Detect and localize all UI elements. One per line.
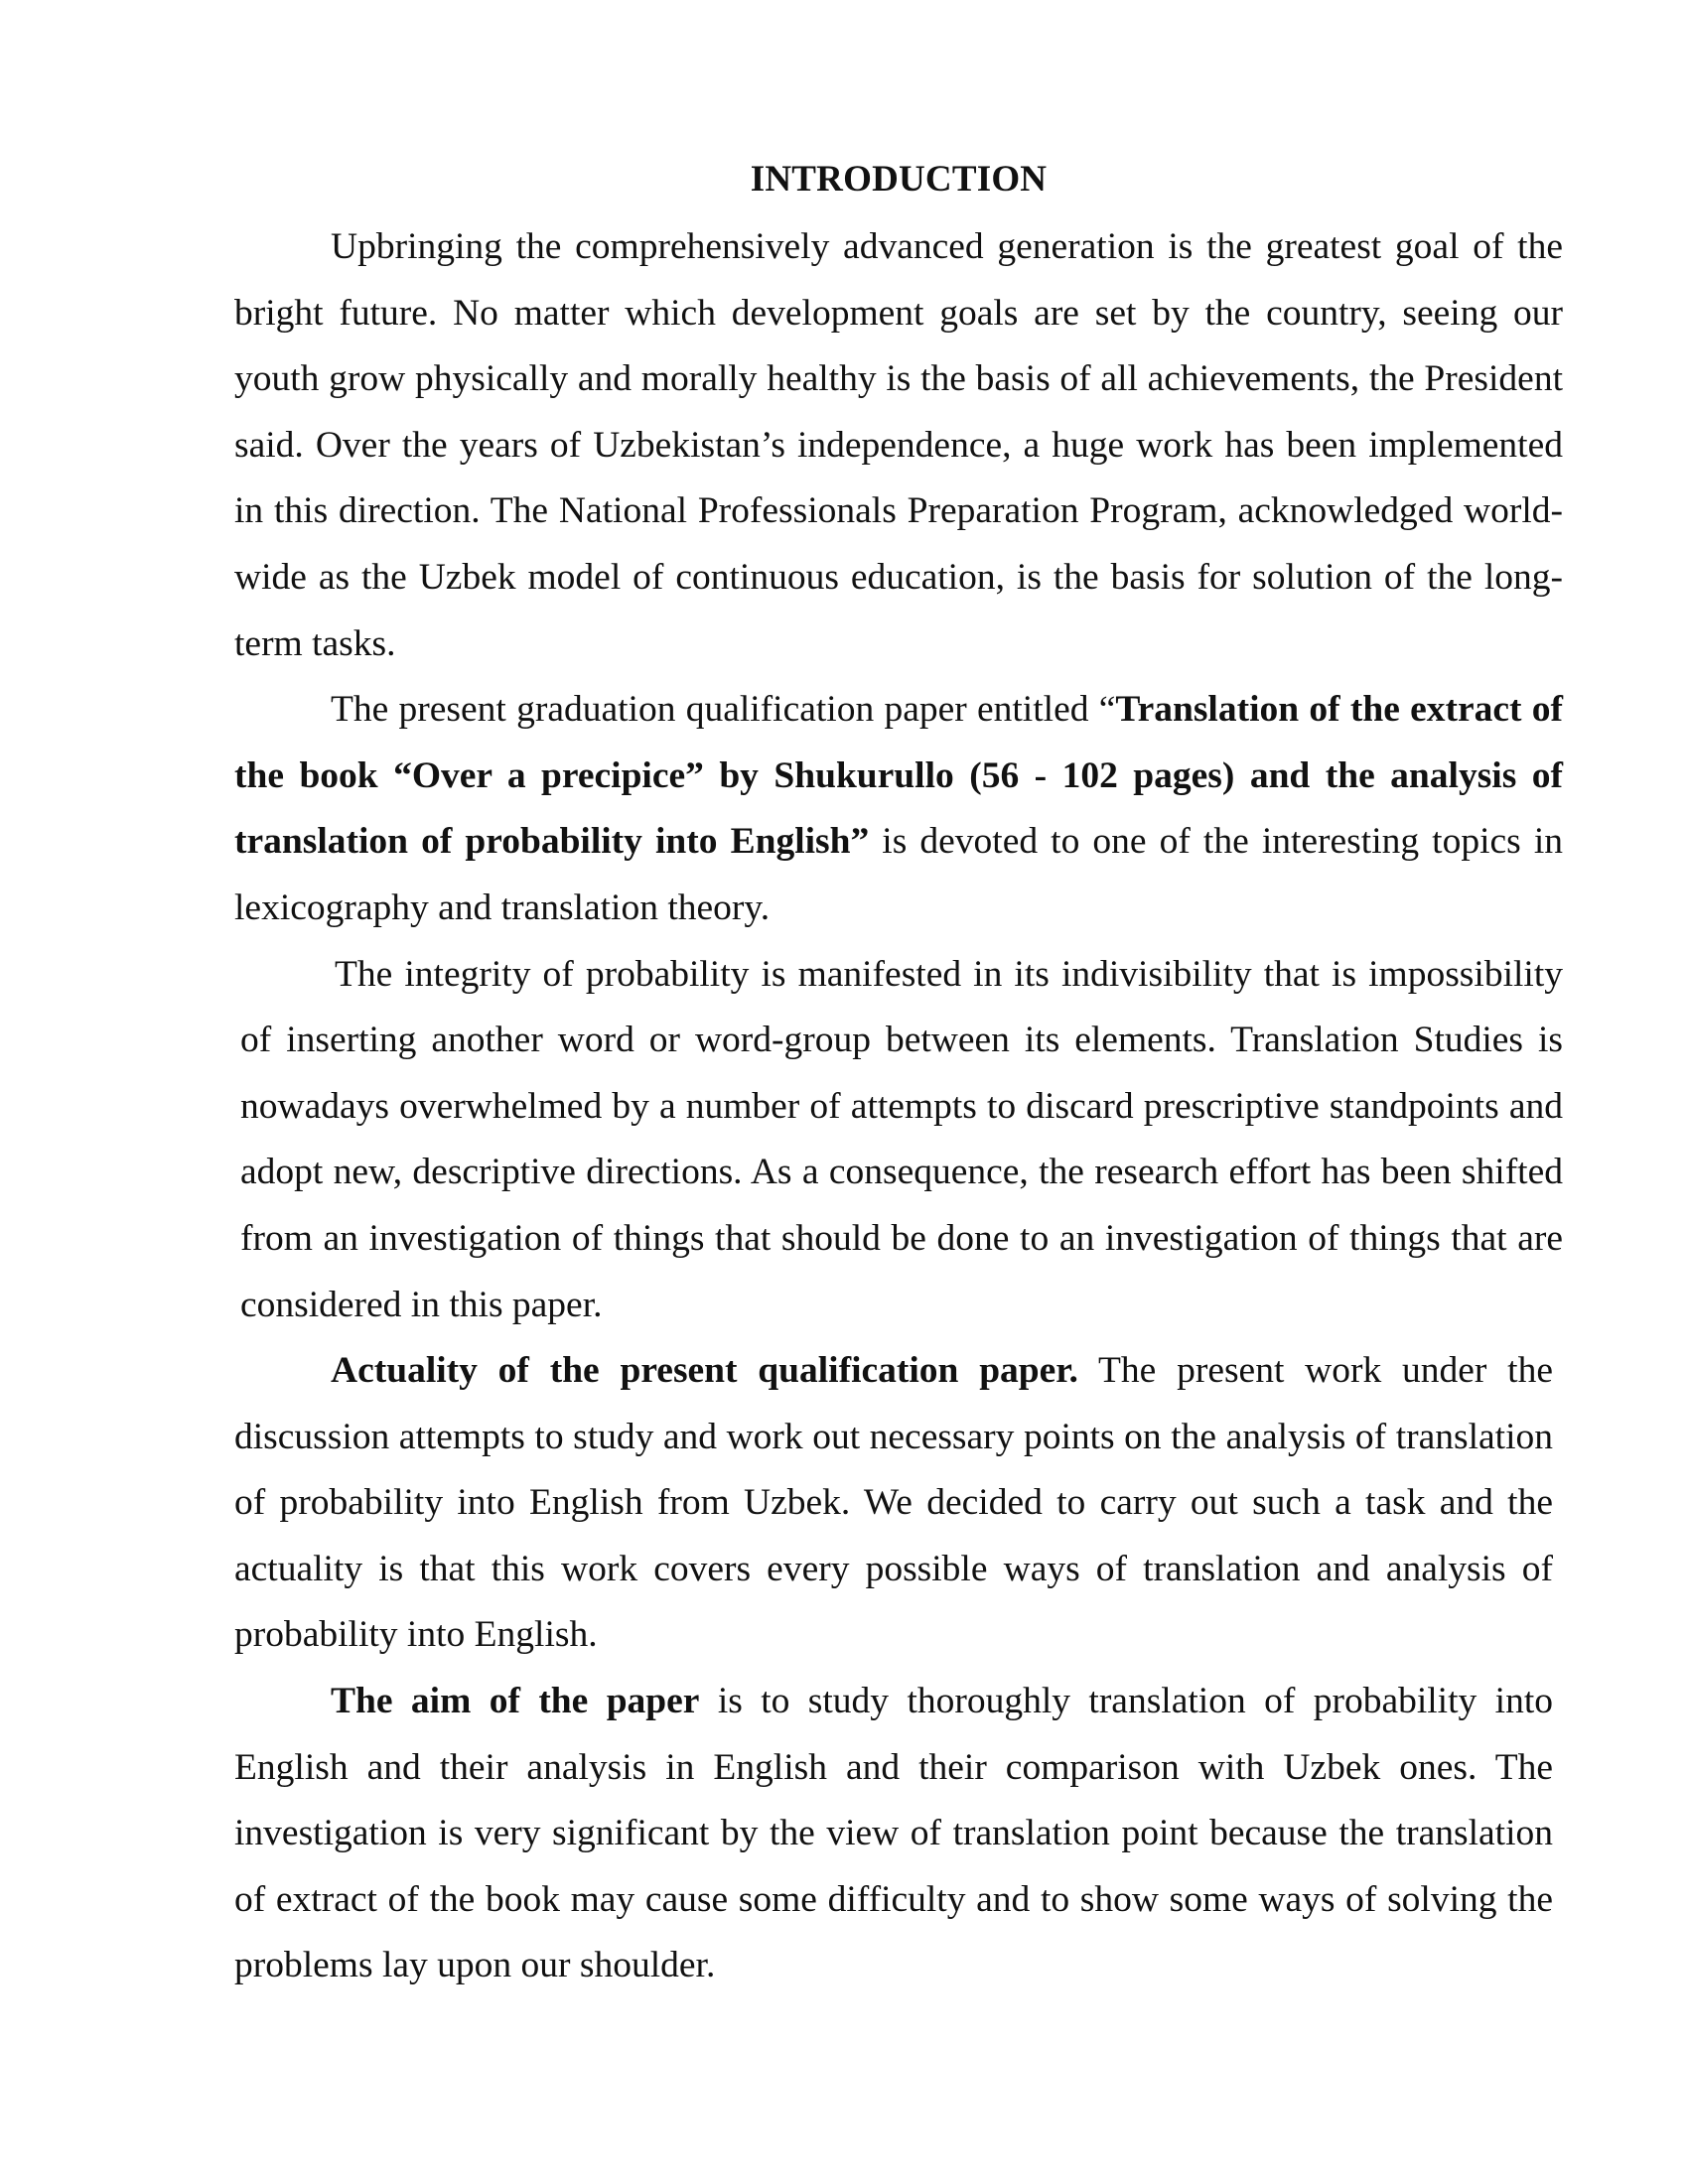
page-title: INTRODUCTION	[750, 159, 1048, 200]
paragraph-integrity-text: The integrity of probability is manifested in its indivisibility that is impossibility of inserting another word or word-group between its elements. Translation Studies is nowadays overwhelmed by a number of attempts to discard prescriptive standpoints and adopt new, descriptive directions. As a consequence, the research effort has been shifted from an investigation of things that should be done to an investigation of things that are considered in this paper.	[240, 953, 1563, 1325]
document-page	[234, 149, 1563, 1999]
actuality-heading: Actuality of the present qualification paper.	[331, 1350, 1078, 1392]
paragraph-actuality-text: The present work under the discussion attempts to study and work out necessary points on the analysis of translation of probability into English from Uzbek. We decided to carry out such a task and the actuality is that this work covers every possible ways of translation and analysis of probability into English.	[234, 1350, 1553, 1656]
paragraph-intro	[234, 214, 1563, 677]
paragraph-actuality	[234, 1338, 1563, 1669]
paragraph-paper-title-lead: The present graduation qualification paper entitled “	[331, 689, 1116, 731]
paragraph-intro-text: Upbringing the comprehensively advanced generation is the greatest goal of the bright future. No matter which development goals are set by the country, seeing our youth grow physically and morally healthy is the basis of all achievements, the President said. Over the years of Uzbekistan’s independence, a huge work has been implemented in this direction. The National Professionals Preparation Program, acknowledged world-wide as the Uzbek model of continuous education, is the basis for solution of the long-term tasks.	[234, 226, 1563, 664]
paragraph-paper-title	[234, 677, 1563, 941]
paragraph-aim	[234, 1669, 1563, 1999]
aim-heading: The aim of the paper	[331, 1681, 700, 1722]
paragraph-integrity	[234, 942, 1563, 1339]
paragraph-paper-title-rest: is devoted to one of the interesting topics in lexicography and translation theory.	[234, 821, 1563, 928]
paragraph-aim-text: is to study thoroughly translation of probability into English and their analysis in English and their comparison with Uzbek ones. The investigation is very significant by the view of translation point because the translation of extract of the book may cause some difficulty and to show some ways of solving the problems lay upon our shoulder.	[234, 1681, 1553, 1986]
paper-title-bold: Translation of the extract of the book “Over a precipice” by Shukurullo (56 - 102 pages) and the analysis of translation of probability into English”	[234, 689, 1563, 863]
